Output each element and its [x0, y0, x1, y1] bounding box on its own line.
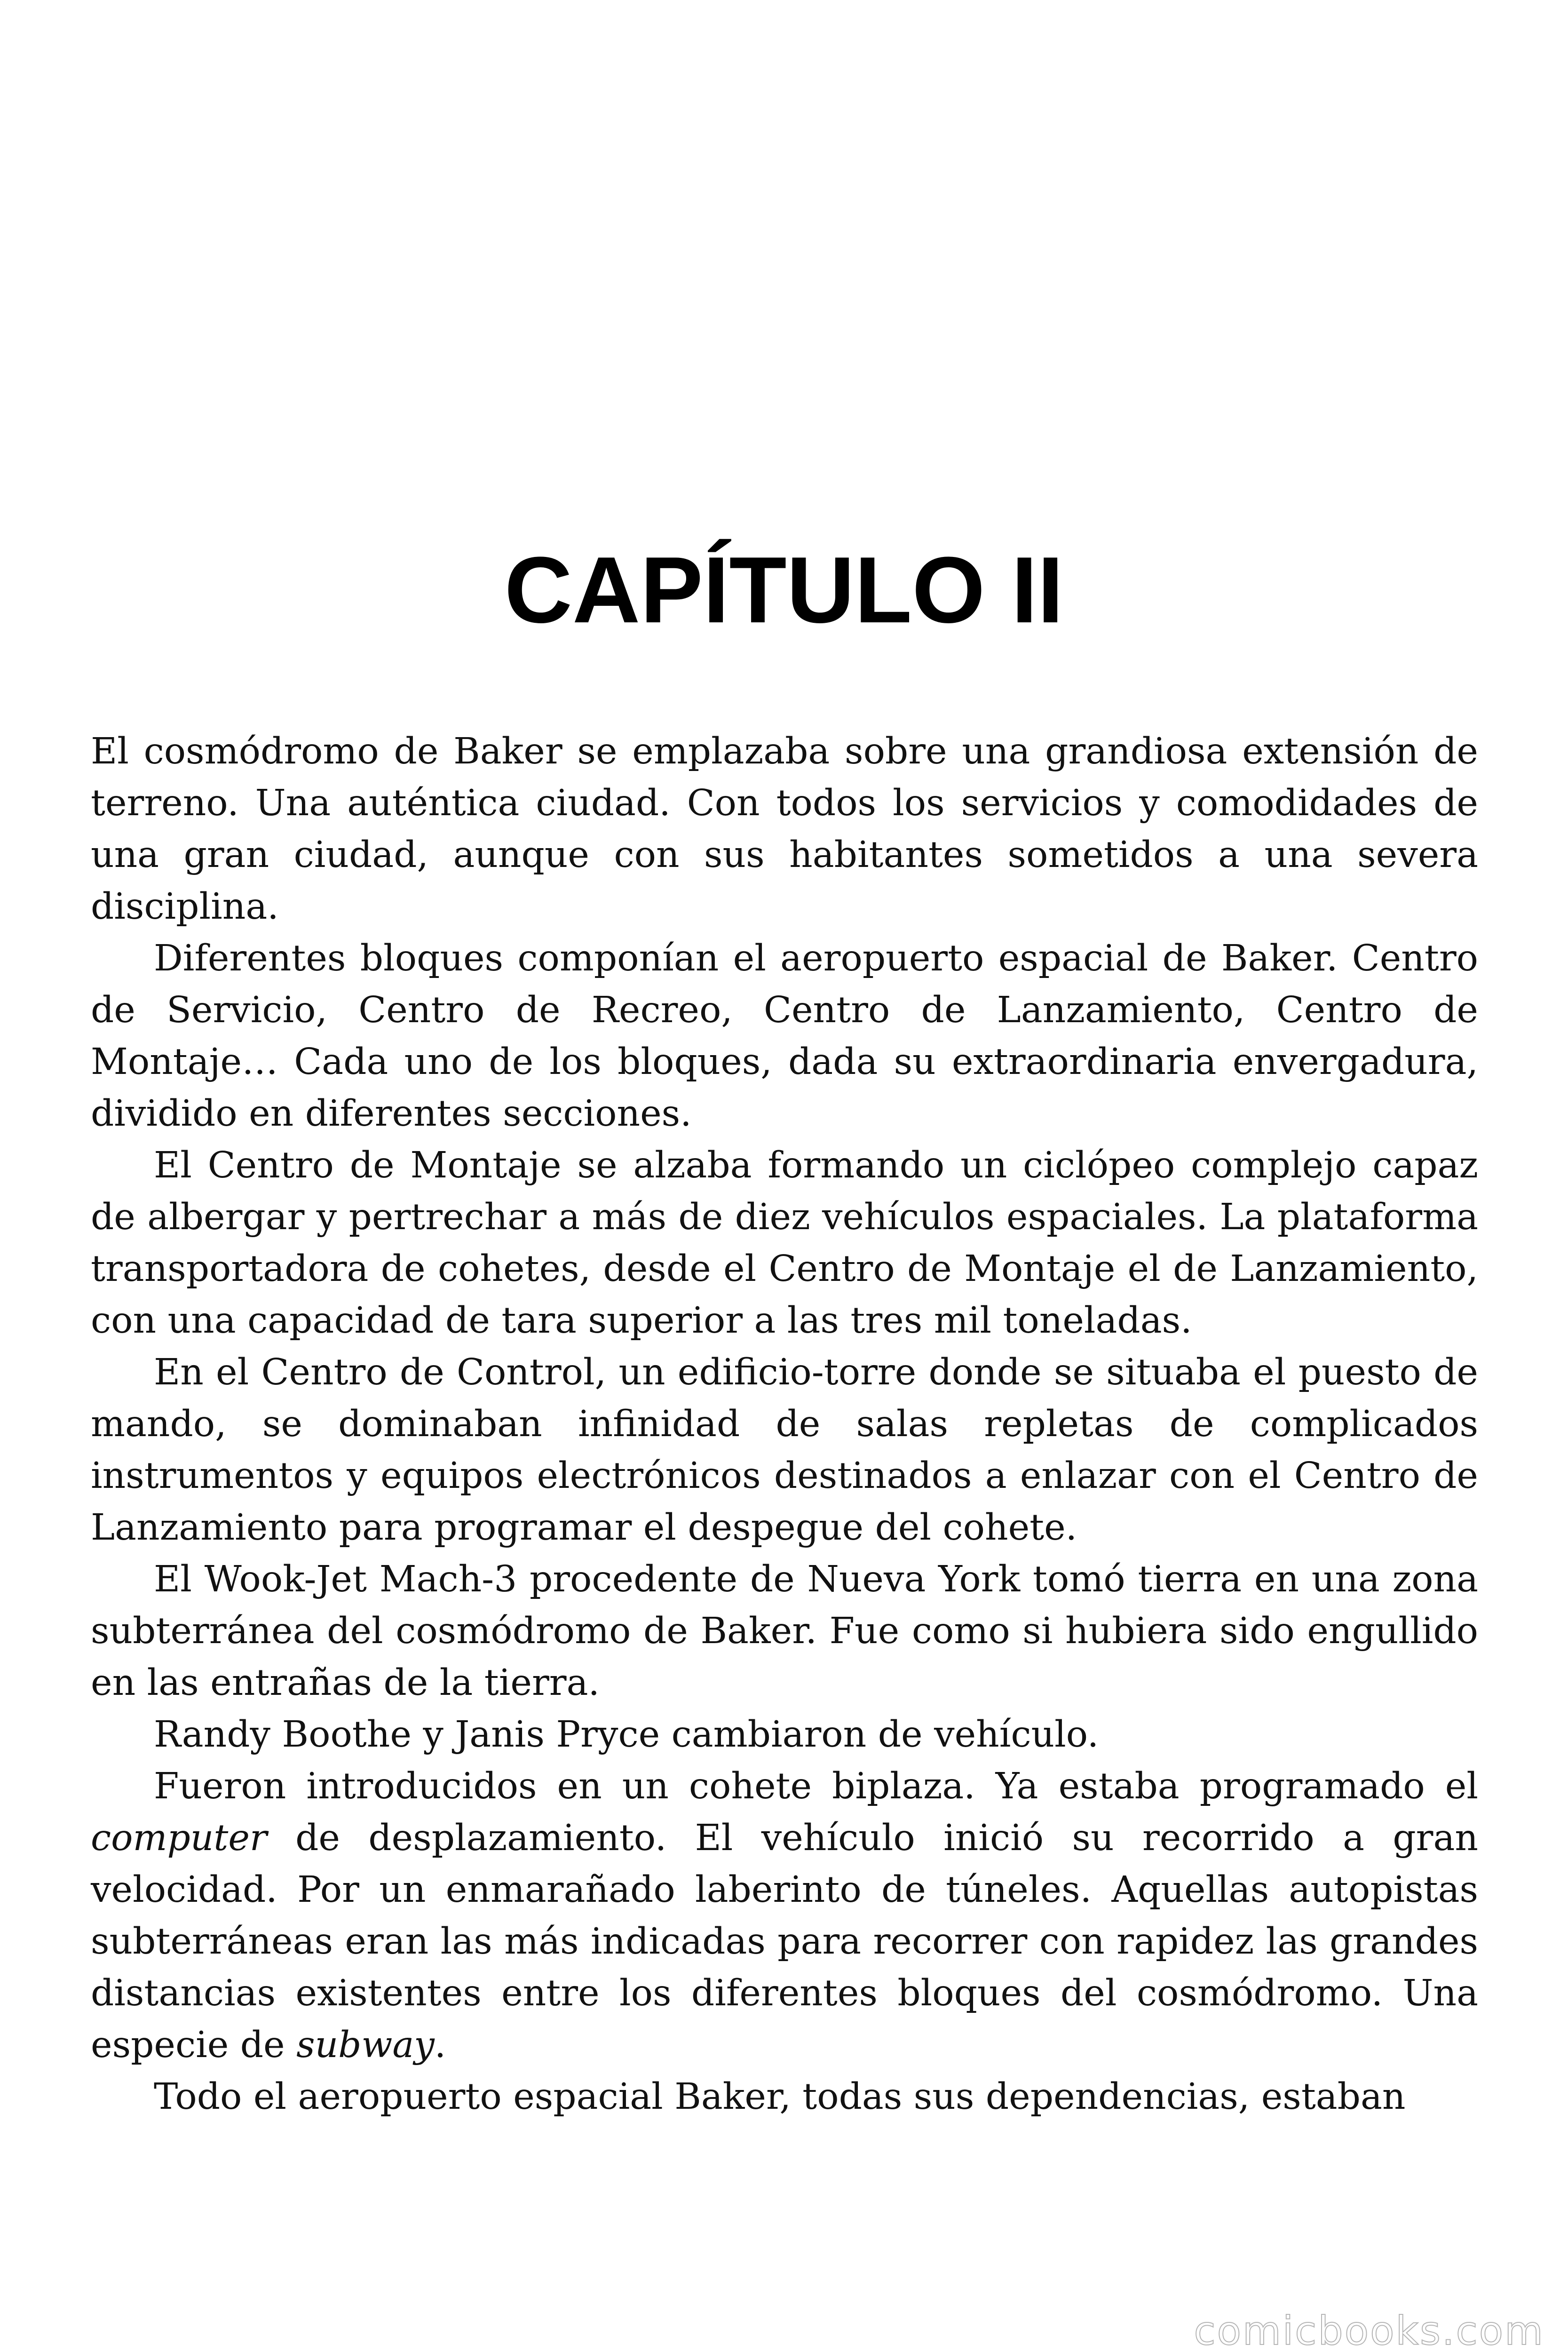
text-segment: de desplazamiento. El vehículo inició su recorrido a gran velocidad. Por un enmarañado laberinto de túneles. Aquellas autopistas subterráneas eran las más indicadas para recorrer con rapidez las grandes distancias existentes entre los diferentes bloques del cosmódromo. Una especie de — [91, 1817, 1478, 2066]
text-segment: Randy Boothe y Janis Pryce cambiaron de vehículo. — [154, 1714, 1099, 1756]
chapter-body — [91, 726, 1478, 2123]
text-segment: Fueron introducidos en un cohete biplaza. Ya estaba programado el — [154, 1765, 1478, 1807]
paragraph-6 — [91, 1709, 1478, 1761]
italic-term-computer: computer — [91, 1817, 267, 1859]
watermark: comicbooks.com — [1194, 2308, 1544, 2352]
text-segment: Diferentes bloques componían el aeropuerto espacial de Baker. Centro de Servicio, Centro de Recreo, Centro de Lanzamiento, Centro de Montaje… Cada uno de los bloques, dada su extraordinaria envergadura, dividido en diferentes secciones. — [91, 938, 1478, 1135]
paragraph-7 — [91, 1761, 1478, 2071]
paragraph-4 — [91, 1347, 1478, 1554]
text-segment: . — [434, 2024, 446, 2066]
paragraph-3 — [91, 1140, 1478, 1347]
paragraph-1 — [91, 726, 1478, 933]
paragraph-5 — [91, 1554, 1478, 1709]
text-segment: Todo el aeropuerto espacial Baker, todas sus dependencias, estaban — [154, 2076, 1406, 2118]
italic-term-subway: subway — [296, 2024, 435, 2066]
text-segment: En el Centro de Control, un edificio-torre donde se situaba el puesto de mando, se dominaban infinidad de salas repletas de complicados instrumentos y equipos electrónicos destinados a enlazar con el Centro de Lanzamiento para programar el despegue del cohete. — [91, 1351, 1478, 1549]
text-segment: El Wook-Jet Mach-3 procedente de Nueva York tomó tierra en una zona subterránea del cosmódromo de Baker. Fue como si hubiera sido engullido en las entrañas de la tierra. — [91, 1558, 1478, 1704]
text-segment: El Centro de Montaje se alzaba formando un ciclópeo complejo capaz de albergar y pertrechar a más de diez vehículos espaciales. La plataforma transportadora de cohetes, desde el Centro de Montaje el de Lanzamiento, con una capacidad de tara superior a las tres mil toneladas. — [91, 1144, 1478, 1342]
text-segment: El cosmódromo de Baker se emplazaba sobre una grandiosa extensión de terreno. Una auténtica ciudad. Con todos los servicios y comodidades de una gran ciudad, aunque con sus habitantes sometidos a una severa disciplina. — [91, 731, 1478, 928]
paragraph-2 — [91, 933, 1478, 1140]
paragraph-8 — [91, 2071, 1478, 2123]
chapter-title: CAPÍTULO II — [504, 538, 1064, 643]
